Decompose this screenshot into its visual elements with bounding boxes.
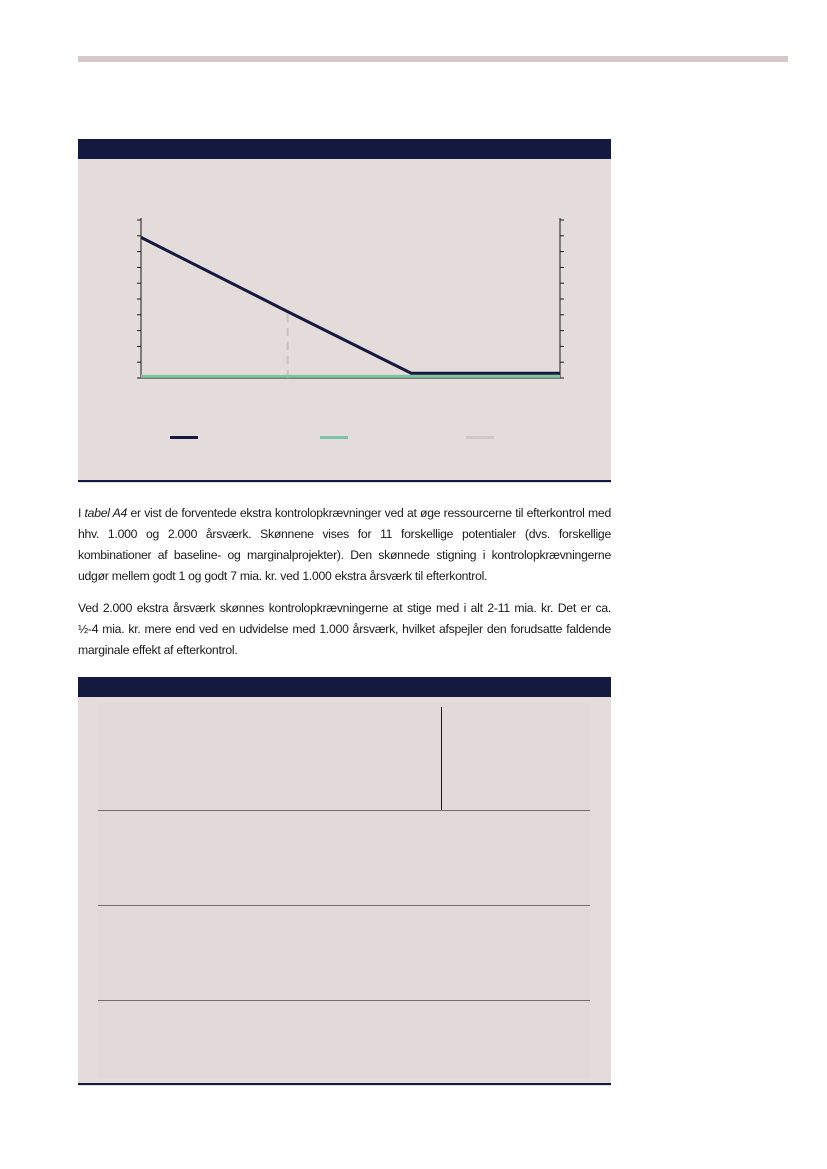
series-line-1: [141, 237, 560, 373]
table-header-bar: [78, 677, 611, 697]
paragraph-2: Ved 2.000 ekstra årsværk skønnes kontrolopkrævningerne at stige med i alt 2-11 mia. kr. Det er ca. ½-4 mia. kr. mere end ved en udvidelse med 1.000 årsværk, hvilket afspejler den forudsatte faldende marginale effekt af efterkontrol.: [78, 601, 611, 657]
table-body: [98, 703, 590, 1079]
figure-box: [78, 139, 611, 483]
legend-swatch-3: [466, 436, 494, 439]
figure-bottom-rule: [78, 480, 611, 482]
paragraph-1: [78, 503, 611, 587]
figure-header-bar: [78, 139, 611, 159]
table-row-divider: [98, 810, 590, 811]
legend-swatch-2: [320, 436, 348, 439]
table-box: [78, 677, 611, 1086]
page-top-rule: [78, 56, 788, 62]
line-chart: [78, 159, 611, 480]
paragraph-1-pre: I: [78, 506, 85, 520]
table-row-divider: [98, 905, 590, 906]
table-column-divider: [441, 707, 442, 811]
legend-swatch-1: [170, 436, 198, 439]
table-reference-link: tabel A4: [84, 506, 128, 520]
table-bottom-rule: [78, 1083, 611, 1085]
table-row-divider: [98, 1000, 590, 1001]
paragraph-1-body: er vist de forventede ekstra kontrolopkrævninger ved at øge ressourcerne til efterkontrol med hhv. 1.000 og 2.000 årsværk. Skønnene vises for 11 forskellige potentialer (dvs. forskellige kombinationer af baseline- og marginalprojekter). Den skønnede stigning i kontrolopkrævningerne udgør mellem godt 1 og godt 7 mia. kr. ved 1.000 ekstra årsværk til efterkontrol.: [78, 506, 611, 583]
